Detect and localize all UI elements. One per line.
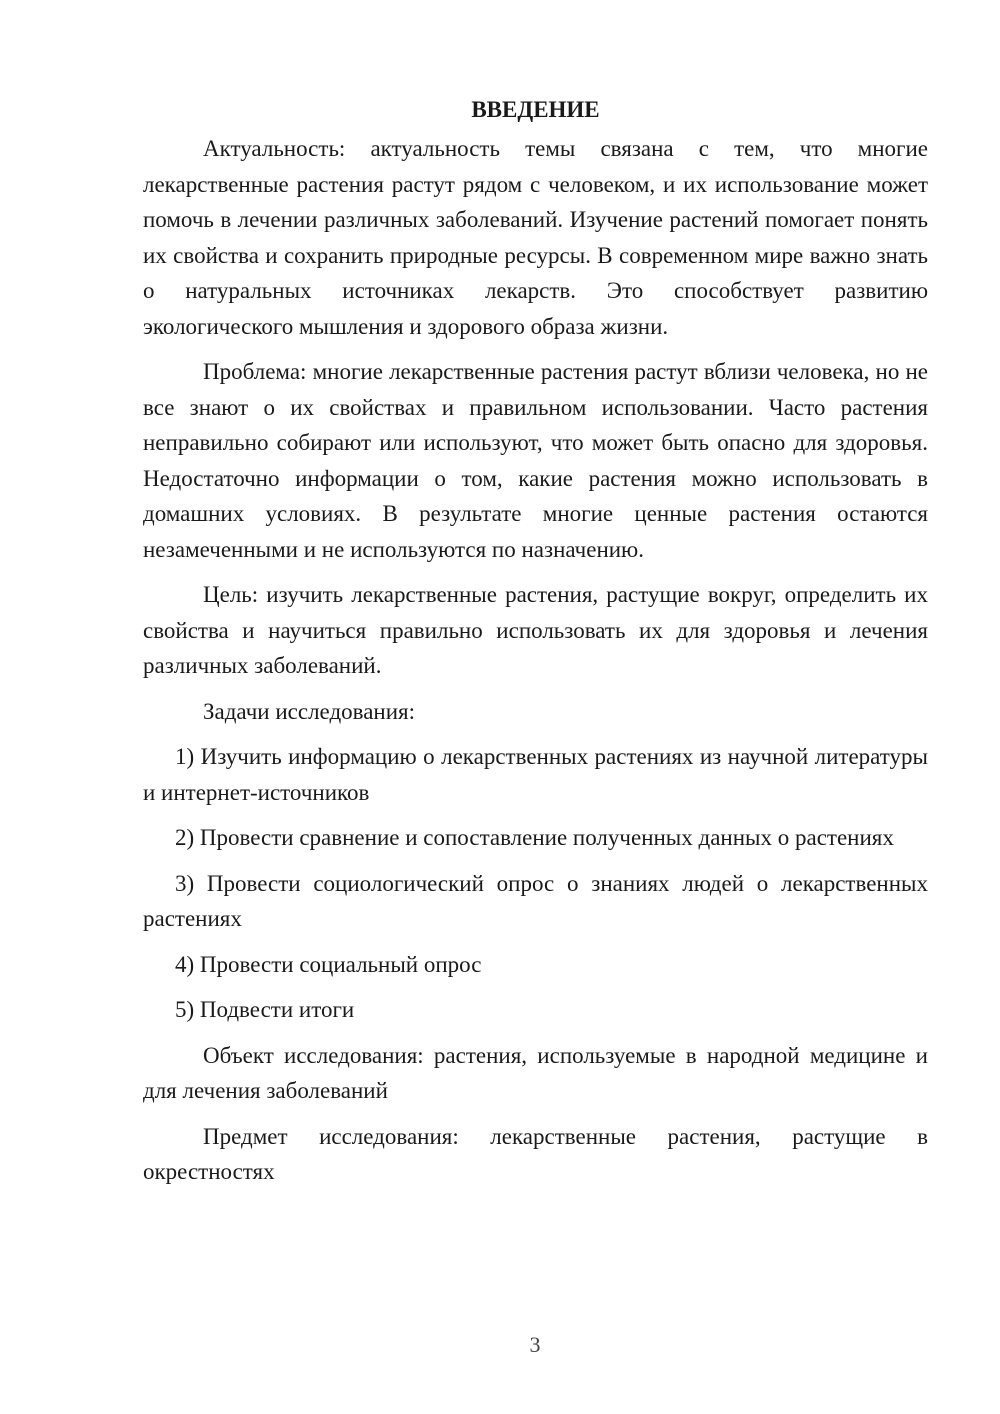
task-item: 5) Подвести итоги	[175, 997, 355, 1022]
goal-paragraph: Цель: изучить лекарственные растения, растущие вокруг, определить их свойства и научиться правильно использовать их для здоровья и лечения различных заболеваний.	[143, 582, 928, 678]
task-item: 4) Провести социальный опрос	[175, 951, 482, 977]
object-paragraph: Объект исследования: растения, используемые в народной медицине и для лечения заболеваний	[143, 1042, 928, 1103]
problem-paragraph: Проблема: многие лекарственные растения растут вблизи человека, но не все знают о их свойствах и правильном использовании. Часто растения неправильно собирают или используют, что может быть опасно для здоровья. Недостаточно информации о том, какие растения можно использовать в домашних условиях. В результате многие ценные растения остаются незамеченными и не используются по назначению.	[143, 359, 928, 562]
subject-paragraph: Предмет исследования: лекарственные растения, растущие в окрестностях	[143, 1123, 928, 1184]
tasks-heading: Задачи исследования:	[203, 698, 416, 724]
page-title: ВВЕДЕНИЕ	[471, 97, 600, 122]
task-item: 3) Провести социологический опрос о знаниях людей о лекарственных растениях	[143, 870, 928, 931]
tasks-list	[143, 739, 928, 1028]
page-number: 3	[529, 1332, 541, 1357]
task-item: 2) Провести сравнение и сопоставление полученных данных о растениях	[175, 825, 894, 850]
relevance-paragraph: Актуальность: актуальность темы связана с тем, что многие лекарственные растения растут рядом с человеком, и их использование может помочь в лечении различных заболеваний. Изучение растений помогает понять их свойства и сохранить природные ресурсы. В современном мире важно знать о натуральных источниках лекарств. Это способствует развитию экологического мышления и здорового образа жизни.	[143, 136, 928, 339]
page-content	[143, 92, 928, 1200]
task-item: 1) Изучить информацию о лекарственных растениях из научной литературы и интернет-источников	[143, 744, 928, 805]
